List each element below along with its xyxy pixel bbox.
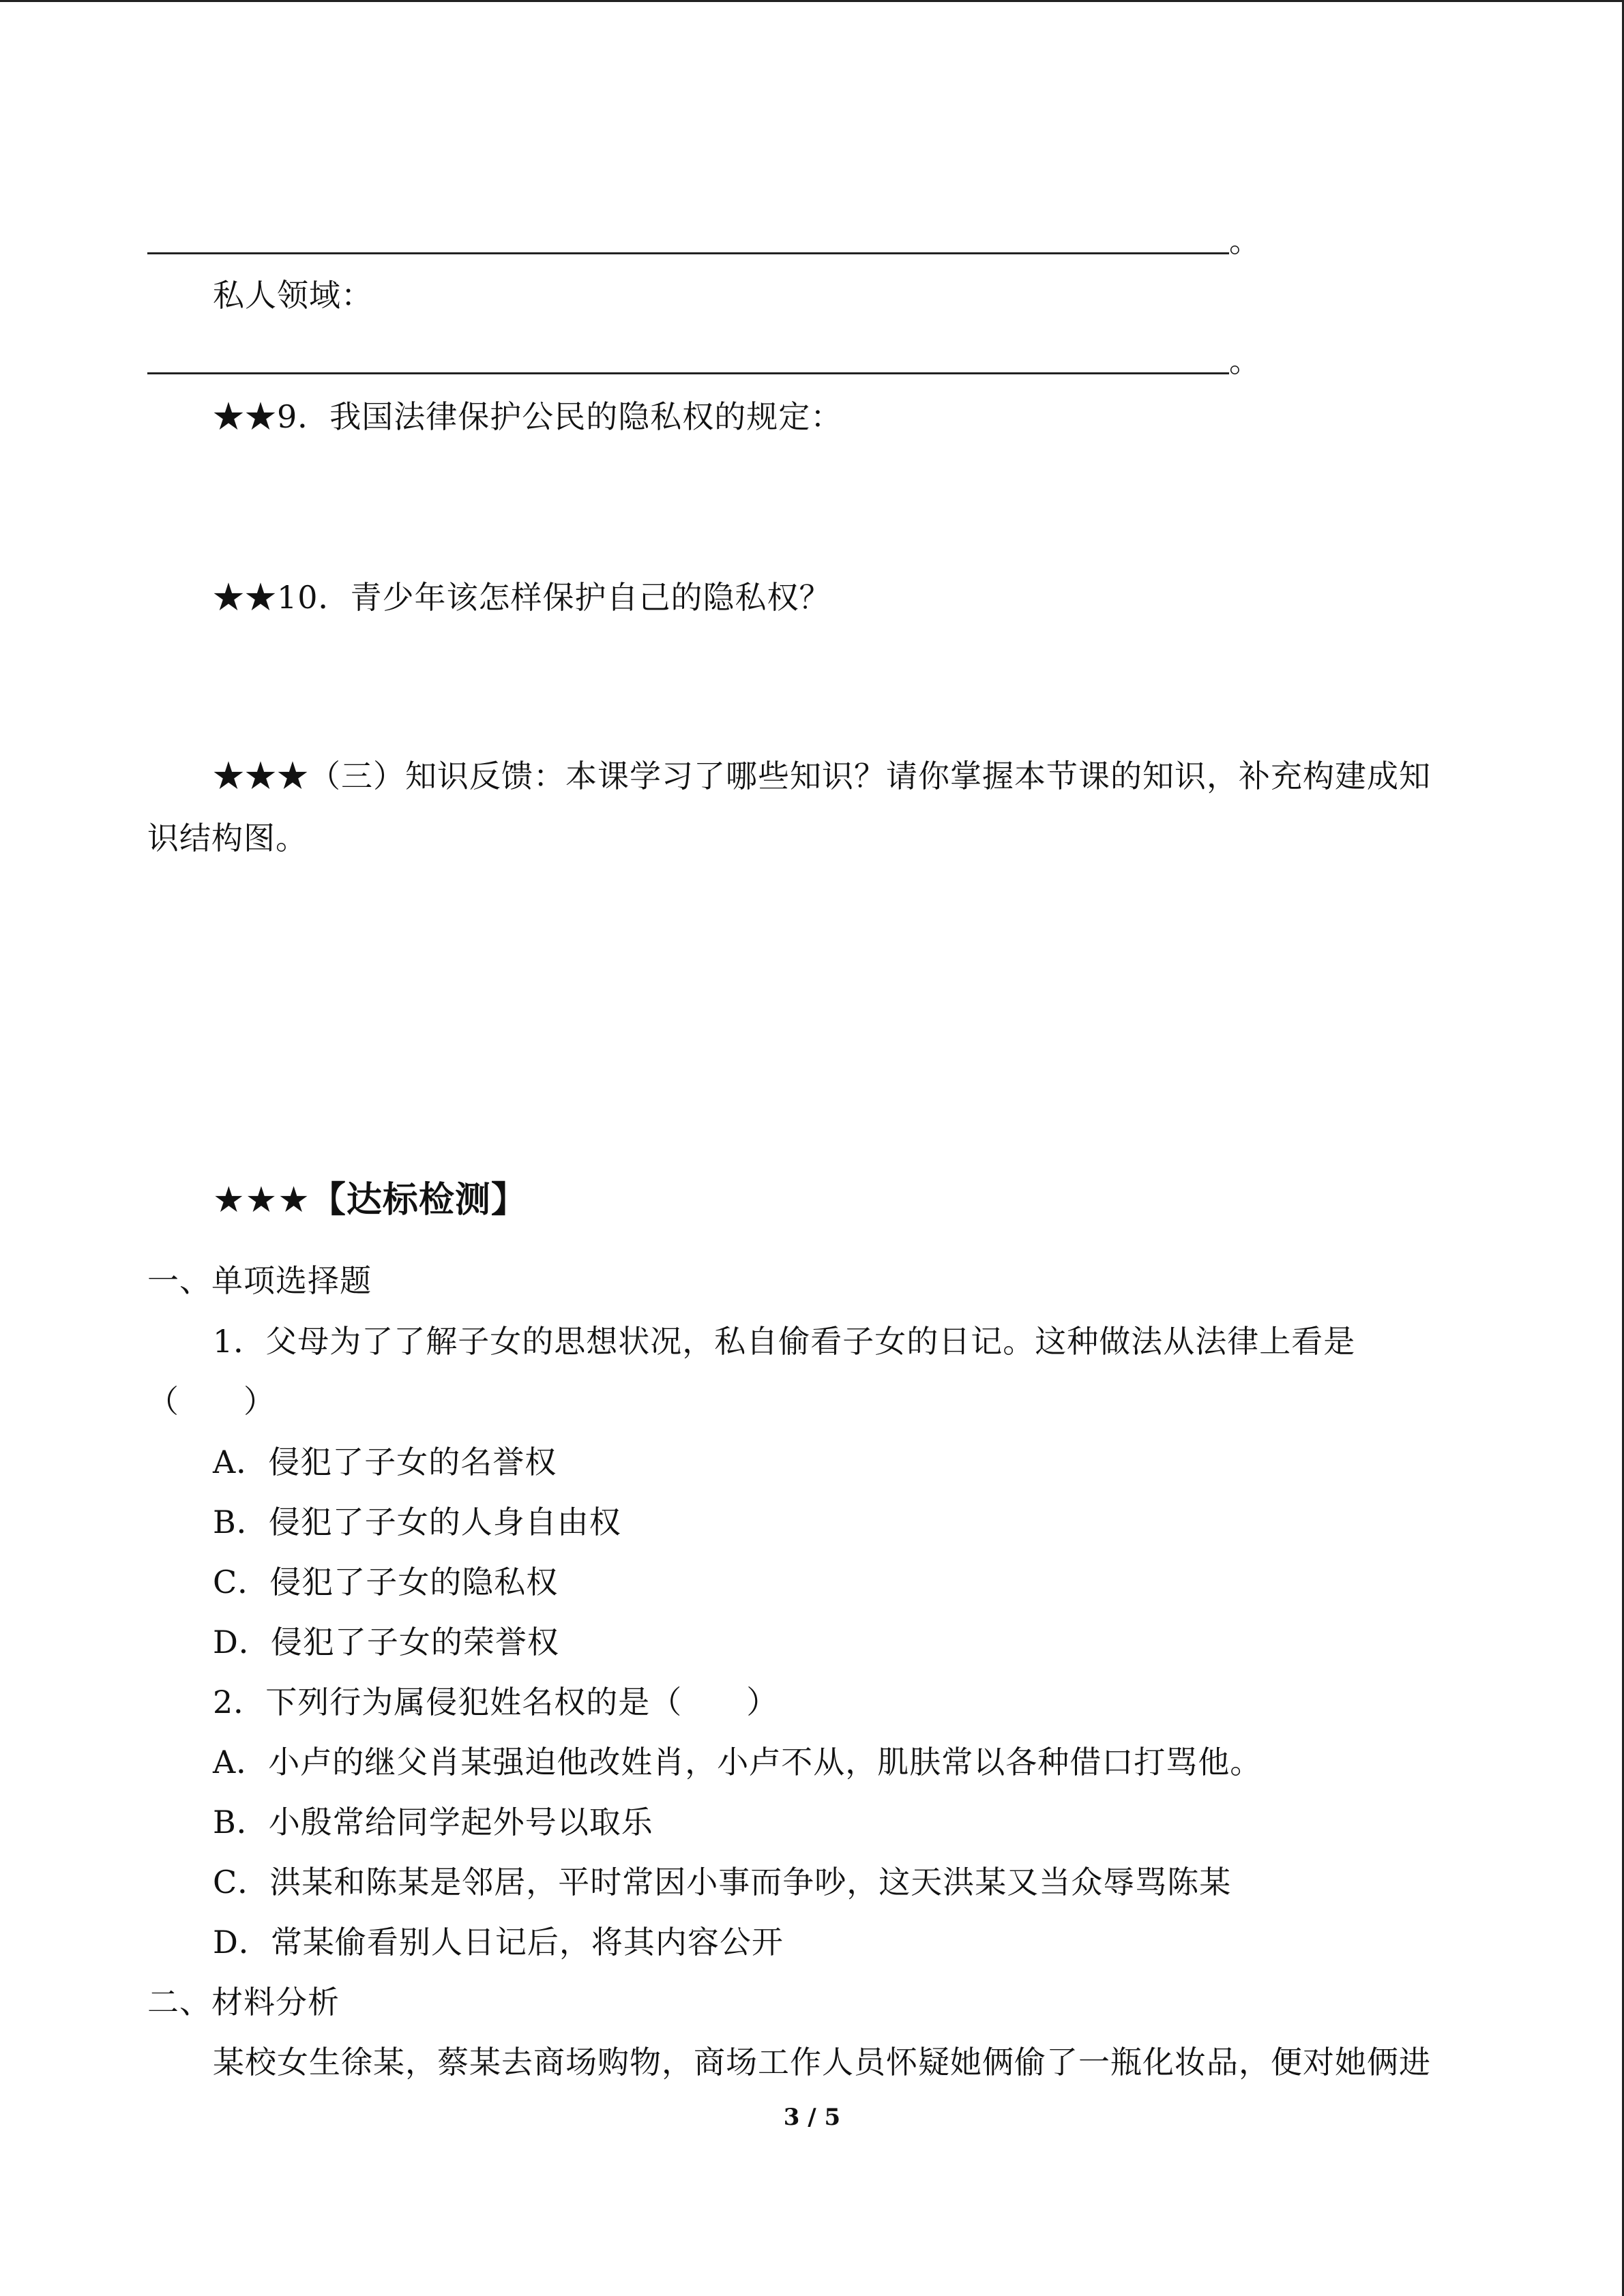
blank-line-period: 。 bbox=[1229, 342, 1260, 379]
question-2-option-b: B．小殷常给同学起外号以取乐 bbox=[213, 1804, 653, 1840]
answer-blank-line-private[interactable] bbox=[147, 372, 1229, 374]
knowledge-feedback-line-1: ★★★（三）知识反馈：本课学习了哪些知识？请你掌握本节课的知识，补充构建成知 bbox=[213, 758, 1431, 794]
part-2-title: 二、材料分析 bbox=[147, 1984, 340, 2021]
question-1-option-c: C．侵犯了子女的隐私权 bbox=[213, 1564, 559, 1600]
answer-blank-line-public[interactable] bbox=[147, 252, 1229, 254]
private-domain-label: 私人领域： bbox=[213, 277, 373, 314]
question-1-option-a: A．侵犯了子女的名誉权 bbox=[213, 1444, 557, 1480]
knowledge-feedback-line-2: 识结构图。 bbox=[147, 820, 308, 856]
question-10: ★★10．青少年该怎样保护自己的隐私权？ bbox=[213, 579, 831, 616]
question-2-option-c: C．洪某和陈某是邻居，平时常因小事而争吵，这天洪某又当众辱骂陈某 bbox=[213, 1864, 1232, 1900]
question-1-option-d: D．侵犯了子女的荣誉权 bbox=[213, 1624, 559, 1660]
question-2-stem: 2．下列行为属侵犯姓名权的是（ ） bbox=[213, 1684, 779, 1720]
part-1-title: 一、单项选择题 bbox=[147, 1262, 372, 1299]
question-1-answer-parentheses[interactable]: （ ） bbox=[147, 1383, 276, 1420]
question-2-option-d: D．常某偷看别人日记后，将其内容公开 bbox=[213, 1924, 784, 1960]
question-1-option-b: B．侵犯了子女的人身自由权 bbox=[213, 1504, 621, 1540]
section-heading-standard-test: ★★★【达标检测】 bbox=[213, 1180, 527, 1221]
material-analysis-text: 某校女生徐某，蔡某去商场购物，商场工作人员怀疑她俩偷了一瓶化妆品，便对她俩进 bbox=[213, 2044, 1431, 2081]
page-number: 3 / 5 bbox=[783, 2104, 841, 2131]
question-1-stem: 1．父母为了了解子女的思想状况，私自偷看子女的日记。这种做法从法律上看是 bbox=[213, 1323, 1356, 1360]
blank-line-period: 。 bbox=[1229, 222, 1260, 259]
question-9: ★★9．我国法律保护公民的隐私权的规定： bbox=[213, 398, 843, 435]
page-top-border bbox=[0, 0, 1624, 2]
question-2-option-a: A．小卢的继父肖某强迫他改姓肖，小卢不从，肌肤常以各种借口打骂他。 bbox=[213, 1744, 1263, 1780]
